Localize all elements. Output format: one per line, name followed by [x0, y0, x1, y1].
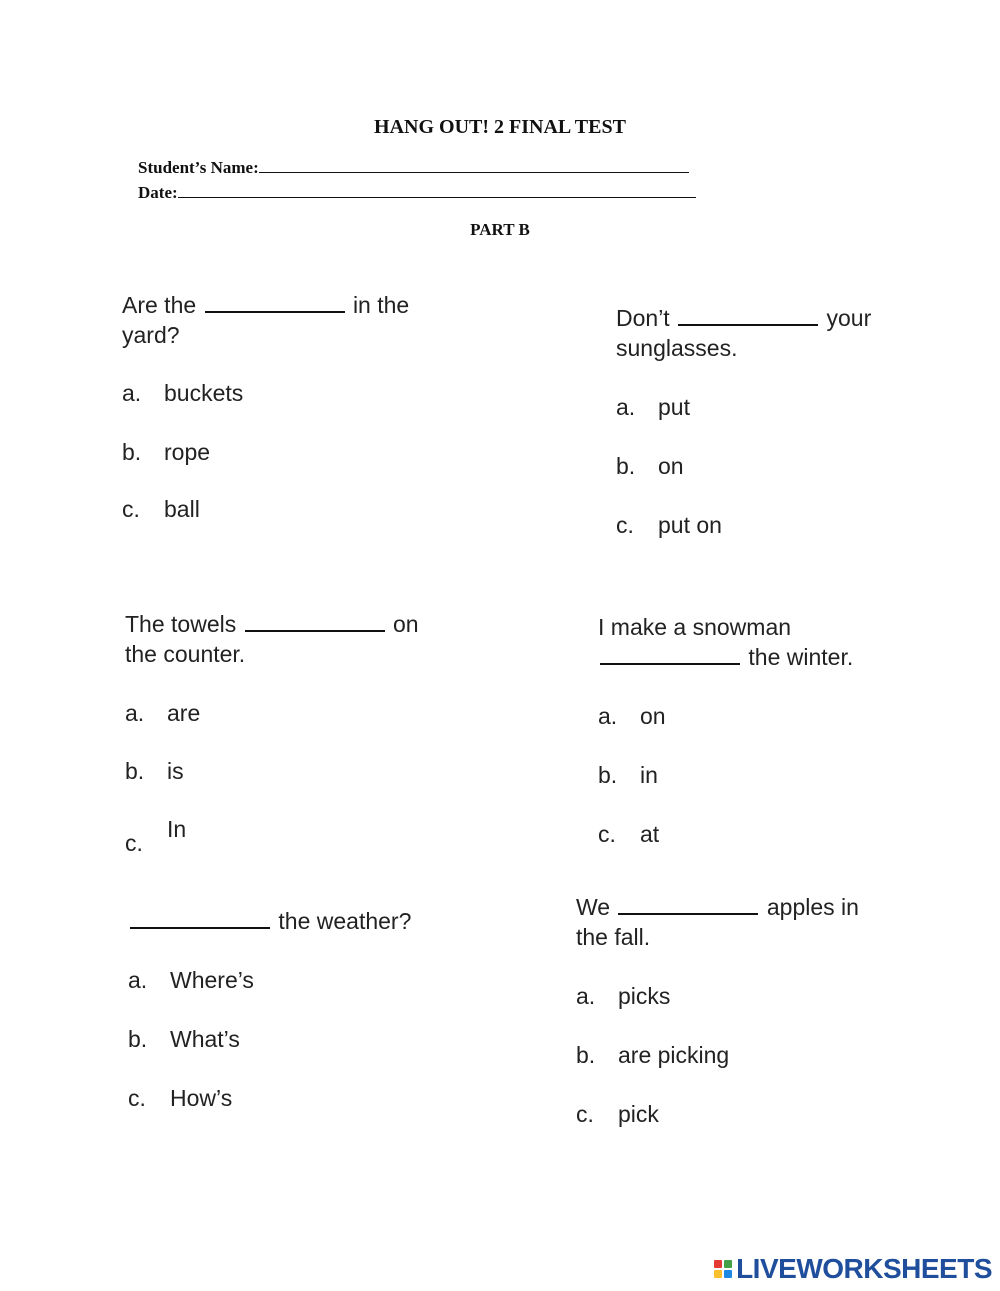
option-a[interactable]: a. Where’s: [128, 967, 254, 993]
option-a[interactable]: a. put: [616, 394, 690, 420]
option-a[interactable]: a. picks: [576, 983, 671, 1009]
option-b[interactable]: b. are picking: [576, 1042, 730, 1068]
option-c[interactable]: c. ball: [122, 496, 200, 522]
question-4: [598, 612, 898, 847]
answer-blank[interactable]: [245, 610, 385, 632]
option-b[interactable]: b. rope: [122, 439, 211, 465]
option-c[interactable]: c. In: [125, 816, 187, 856]
question-6: [576, 892, 896, 1127]
question-stem: The towels on the counter.: [125, 611, 419, 667]
date-label: Date:: [138, 183, 178, 202]
answer-blank[interactable]: [618, 893, 758, 915]
answer-blank[interactable]: [205, 291, 345, 313]
logo-blocks-icon: [714, 1260, 732, 1278]
date-field[interactable]: [138, 183, 696, 203]
page-title: HANG OUT! 2 FINAL TEST: [374, 116, 626, 138]
answer-blank[interactable]: [600, 643, 740, 665]
question-stem: the weather?: [128, 906, 458, 936]
option-b[interactable]: b. is: [125, 758, 184, 784]
option-c[interactable]: c. put on: [616, 512, 722, 538]
option-b[interactable]: b. on: [616, 453, 684, 479]
question-2: [616, 303, 896, 538]
option-a[interactable]: a. buckets: [122, 380, 244, 406]
question-5: [128, 906, 458, 1111]
option-a[interactable]: a. are: [125, 700, 201, 726]
brand-name: LIVEWORKSHEETS: [736, 1253, 992, 1284]
question-stem: Are the in the yard?: [122, 292, 410, 348]
option-c[interactable]: c. at: [598, 821, 660, 847]
option-c[interactable]: c. pick: [576, 1101, 659, 1127]
student-name-field[interactable]: [138, 158, 689, 178]
option-a[interactable]: a. on: [598, 703, 666, 729]
question-1: [122, 290, 452, 522]
option-b[interactable]: b. What’s: [128, 1026, 240, 1052]
question-stem: Don’t your sunglasses.: [616, 305, 872, 361]
option-c[interactable]: c. How’s: [128, 1085, 233, 1111]
question-stem: I make a snowman the winter.: [598, 614, 854, 670]
question-3: [125, 609, 445, 856]
answer-blank[interactable]: [130, 907, 270, 929]
answer-blank[interactable]: [678, 304, 818, 326]
part-heading: PART B: [470, 220, 530, 239]
option-b[interactable]: b. in: [598, 762, 658, 788]
liveworksheets-logo[interactable]: [714, 1253, 992, 1285]
student-name-label: Student’s Name:: [138, 158, 259, 177]
question-stem: We apples in the fall.: [576, 894, 859, 950]
